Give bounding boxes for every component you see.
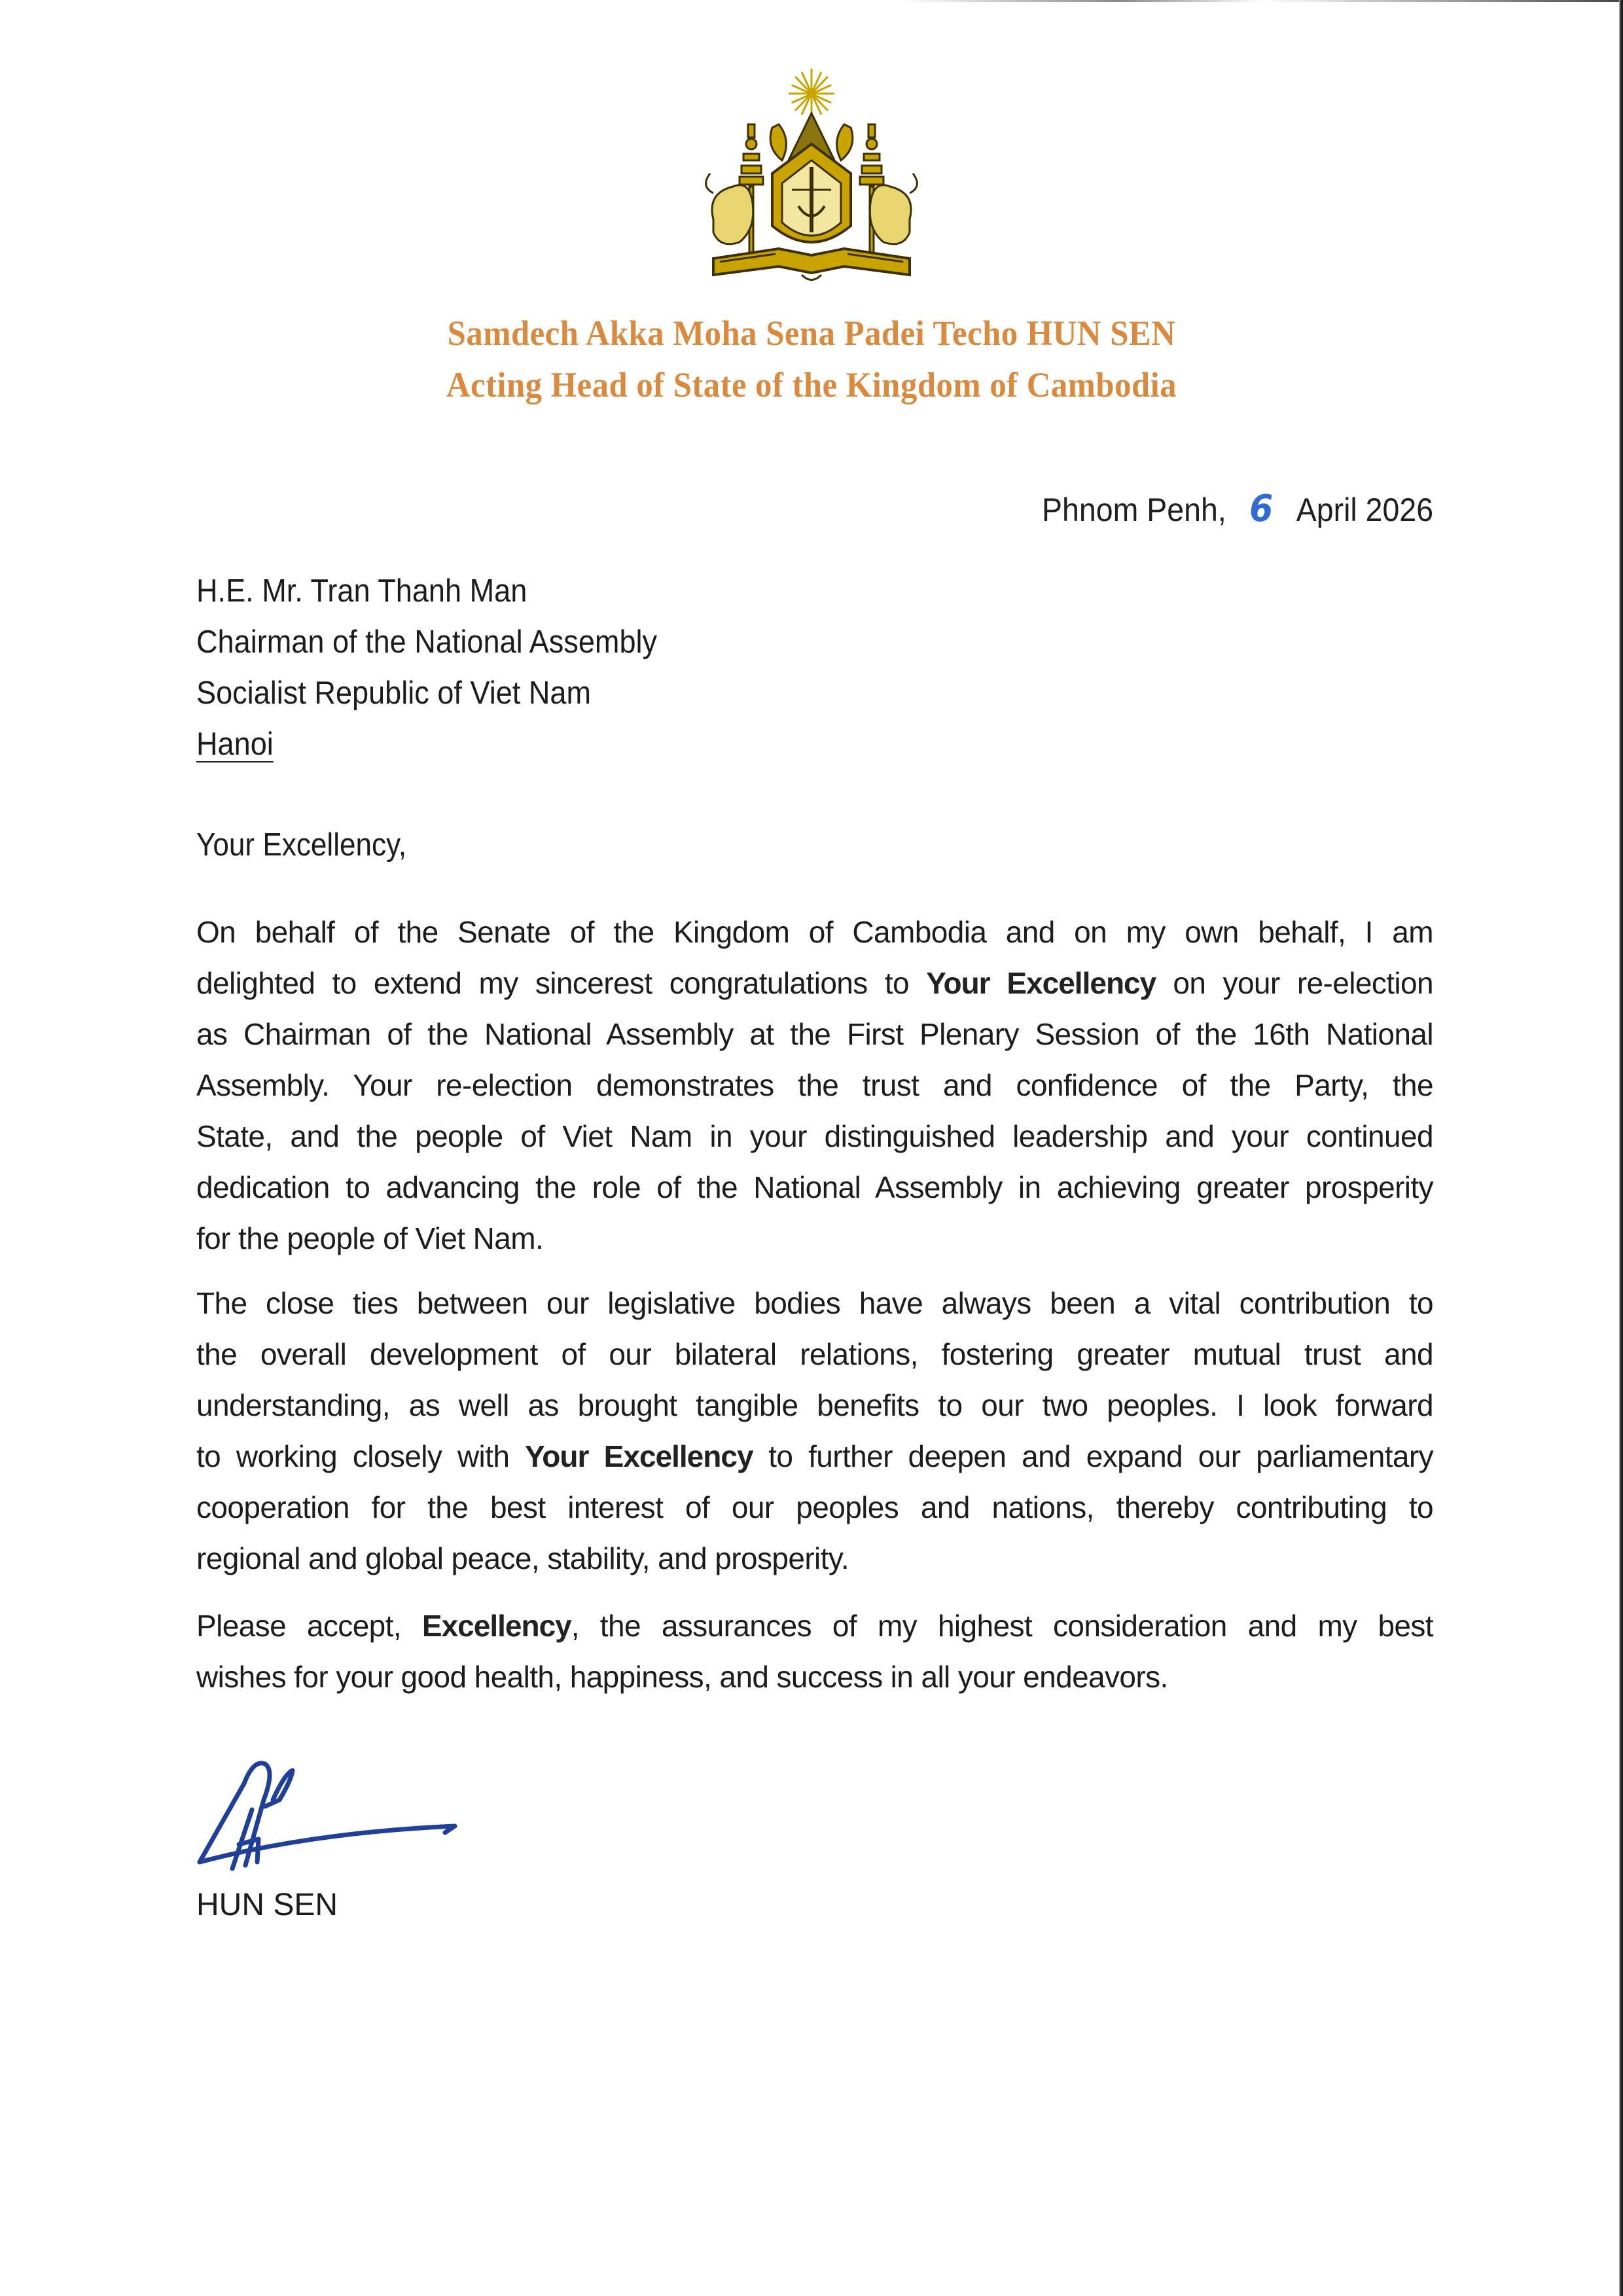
emphasis-text: Your Excellency bbox=[525, 1439, 753, 1473]
body-text: for the people of Viet Nam. bbox=[196, 1221, 544, 1255]
body-text: understanding, as well as brought tangible benefits to our two peoples. I look forward bbox=[196, 1388, 1433, 1422]
recipient-city: Hanoi bbox=[196, 726, 274, 762]
body-text: Assembly. Your re-election demonstrates the trust and confidence of the Party, the bbox=[196, 1068, 1433, 1102]
recipient-title: Chairman of the National Assembly bbox=[196, 624, 658, 660]
paragraph-line bbox=[196, 1009, 1433, 1060]
emphasis-text: Your Excellency bbox=[926, 966, 1156, 1000]
recipient-country: Socialist Republic of Viet Nam bbox=[196, 675, 592, 711]
body-paragraph-3 bbox=[196, 1600, 1433, 1702]
body-text: to further deepen and expand our parliamentary bbox=[753, 1439, 1433, 1473]
paragraph-line bbox=[196, 1060, 1433, 1111]
body-text: the overall development of our bilateral relations, fostering greater mutual trust and bbox=[196, 1337, 1433, 1371]
salutation: Your Excellency, bbox=[196, 827, 407, 863]
paragraph-line bbox=[196, 906, 1433, 958]
body-text: delighted to extend my sincerest congratulations to bbox=[196, 966, 927, 1000]
letterhead-title-name: Samdech Akka Moha Sena Padei Techo HUN SEN bbox=[447, 314, 1176, 353]
emphasis-text: Excellency bbox=[421, 1609, 571, 1643]
paragraph-line bbox=[196, 1533, 1433, 1584]
date-day-handwritten: 6 bbox=[1249, 488, 1274, 530]
paragraph-line bbox=[196, 1431, 1433, 1482]
paragraph-line bbox=[196, 1162, 1433, 1213]
body-paragraph-1 bbox=[196, 906, 1433, 1264]
paragraph-line bbox=[196, 1329, 1433, 1380]
scan-edge-right bbox=[1619, 0, 1623, 2296]
paragraph-line bbox=[196, 1651, 1433, 1702]
body-text: The close ties between our legislative bodies have always been a vital contribution to bbox=[196, 1286, 1433, 1320]
body-text: wishes for your good health, happiness, and success in all your endeavors. bbox=[196, 1660, 1168, 1694]
date-place: Phnom Penh, bbox=[1041, 492, 1226, 528]
body-text: cooperation for the best interest of our peoples and nations, thereby contributing to bbox=[196, 1490, 1433, 1524]
paragraph-line bbox=[196, 1380, 1433, 1431]
body-text: dedication to advancing the role of the National Assembly in achieving greater prosperity bbox=[196, 1170, 1433, 1204]
paragraph-line bbox=[196, 1213, 1433, 1264]
paragraph-line bbox=[196, 1482, 1433, 1533]
date-month-year: April 2026 bbox=[1296, 492, 1433, 528]
body-text: to working closely with bbox=[196, 1439, 526, 1473]
body-text: on your re-election bbox=[1156, 966, 1433, 1000]
body-text: regional and global peace, stability, and prosperity. bbox=[196, 1541, 849, 1575]
letterhead-title-office: Acting Head of State of the Kingdom of Cambodia bbox=[446, 365, 1177, 404]
body-text: Please accept, bbox=[196, 1609, 422, 1643]
scan-edge-top bbox=[903, 0, 1623, 2]
paragraph-line bbox=[196, 958, 1433, 1009]
body-text: as Chairman of the National Assembly at the First Plenary Session of the 16th National bbox=[196, 1017, 1433, 1051]
dateline bbox=[1042, 488, 1433, 530]
paragraph-line bbox=[196, 1600, 1433, 1651]
body-text: State, and the people of Viet Nam in your distinguished leadership and your continued bbox=[196, 1119, 1433, 1153]
royal-coat-of-arms-icon bbox=[694, 62, 929, 291]
paragraph-line bbox=[196, 1111, 1433, 1162]
recipient-name: H.E. Mr. Tran Thanh Man bbox=[196, 573, 527, 609]
handwritten-signature-icon bbox=[193, 1734, 468, 1885]
signer-name: HUN SEN bbox=[196, 1888, 338, 1922]
paragraph-line bbox=[196, 1278, 1433, 1329]
body-paragraph-2 bbox=[196, 1278, 1433, 1584]
body-text: On behalf of the Senate of the Kingdom of Cambodia and on my own behalf, I am bbox=[196, 915, 1433, 949]
body-text: , the assurances of my highest consideration and my best bbox=[571, 1609, 1433, 1643]
